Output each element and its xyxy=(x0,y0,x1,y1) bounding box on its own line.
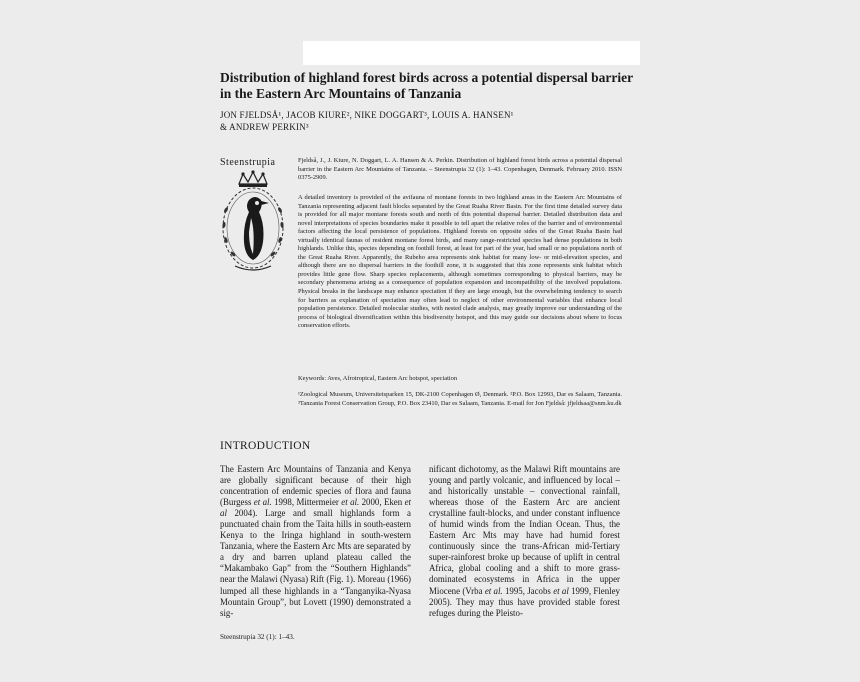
author-line-2: & ANDREW PERKIN³ xyxy=(220,121,309,132)
col2-italic-2: et al xyxy=(553,585,569,596)
citation-paragraph: Fjeldså, J., J. Kiure, N. Doggart, L. A. Hansen & A. Perkin. Distribution of highland forest birds across a potential dispersal barrier in the Eastern Arc Mountains of Tanzania. – Steenstrupia 32 (1): 1–43. Copenhagen, Denmark. February 2010. ISSN 0375-2909. xyxy=(298,157,622,182)
section-heading-introduction: INTRODUCTION xyxy=(220,440,311,452)
col2-text-3: 1999, Flenley 2005). They may thus have provided stable forest refuges during the Pleisto- xyxy=(429,585,620,618)
col1-italic-1: et al. xyxy=(253,497,272,508)
author-list xyxy=(220,110,640,133)
col1-text-1: The Eastern Arc Mountains of Tanzania and Kenya are globally significant because of their high concentration of endemic species of flora and fauna (Burgess xyxy=(220,464,411,508)
col1-text-2: 1998, Mittermeier xyxy=(271,497,342,508)
col1-italic-3: et al xyxy=(220,497,411,519)
col2-text-1: nificant dichotomy, as the Malawi Rift mountains are young and partly volcanic, and influenced by local – and historically unstable – convectional rainfall, whereas those of the Eastern Arc are ancient crystalline fault-blocks, and under constant influence of humid winds from the Indian Ocean. Thus, the Eastern Arc Mts may have had humid forest continuously since the trans-African mid-Tertiary super-rainforest broke up because of uplift in central Africa, global cooling and a shift to more grass-dominated ecosystems in Africa in the upper Miocene (Vrba xyxy=(429,464,620,596)
page-footer: Steenstrupia 32 (1): 1–43. xyxy=(220,633,295,641)
affiliations-paragraph: ¹Zoological Museum, Universitetsparken 15, DK-2100 Copenhagen Ø, Denmark. ²P.O. Box 12993, Dar es Salaam, Tanzania. ³Tanzania Forest Conservation Group, P.O. Box 23410, Dar es Salaam, Tanzania. E-mail for Jon Fjeldså: jfjeldsaa@snm.ku.dk xyxy=(298,391,622,407)
col2-italic-1: et al. xyxy=(484,585,503,596)
body-column-left xyxy=(220,464,411,619)
keywords-line: Keywords: Aves, Afrotropical, Eastern Arc hotspot, speciation xyxy=(298,375,458,382)
journal-crest-logo-icon xyxy=(219,170,287,276)
abstract-paragraph: A detailed inventory is provided of the avifauna of montane forests in two highland areas in the Eastern Arc Mountains of Tanzania representing adjacent fault blocks separated by the Great Ruaha River Basin. For the first time detailed survey data is provided for all major montane forests south and north of this potential dispersal barrier. Detailed distribution data and novel interpretations of species boundaries make it possible to tell apart the relative roles of the barrier and of environmental factors affecting the local persistence of populations. Highland forests on opposite sides of the Great Ruaha Basin had virtually identical faunas of resident montane forest birds, and many range-restricted species had dense populations in both highlands. Unlike this, species depending on foothill forest, at least for part of the year, had small or no populations north of the Great Ruaha River. Apparently, the Rubeho area represents sink habitat for many low- or mid-elevation species, and although there are no dispersal barriers in the foothill zone, it is suggested that this zone represents sink habitat which provides little gene flow. Sharp species replacements, although sometimes corresponding to physical barriers, may be secondary phenomena arising as a consequence of population expansion and incompatibility of the involved populations. Physical breaks in the landscape may enhance speciation if they are large enough, but the overwhelming tendency to search for barriers as explanation of speciation may often lead to neglect of other environmental variables that enhance local population persistence. Detailed molecular studies, with nested clade analysis, may greatly improve our understanding of the process of biological diversification within this biodiversity hotspot, and this may guide our decisions about where to focus conservation efforts. xyxy=(298,194,622,330)
journal-logo-text: Steenstrupia xyxy=(220,157,276,168)
header-blank-box xyxy=(303,41,640,65)
body-column-right xyxy=(429,464,620,619)
col1-italic-2: et al. xyxy=(341,497,360,508)
col1-text-4: 2004). Large and small highlands form a punctuated chain from the Taita hills in south-eastern Kenya to the Iringa highland in south-western Tanzania, where the Eastern Arc Mts are separated by a dry and barren upland plateau called the “Makambako Gap” from the “Southern Highlands” near the Malawi (Nyasa) Rift (Fig. 1). Moreau (1966) lumped all these highlands in a “Tanganyika-Nyasa Mountain Group”, but Lovett (1990) demonstrated a sig- xyxy=(220,508,411,618)
author-line-1: JON FJELDSÅ¹, JACOB KIURE², NIKE DOGGART³, LOUIS A. HANSEN¹ xyxy=(220,110,514,120)
article-title: Distribution of highland forest birds across a potential dispersal barrier in the Eastern Arc Mountains of Tanzania xyxy=(220,70,633,101)
col2-text-2: 1995, Jacobs xyxy=(502,585,554,596)
col1-text-3: 2000, Eken xyxy=(359,497,405,508)
